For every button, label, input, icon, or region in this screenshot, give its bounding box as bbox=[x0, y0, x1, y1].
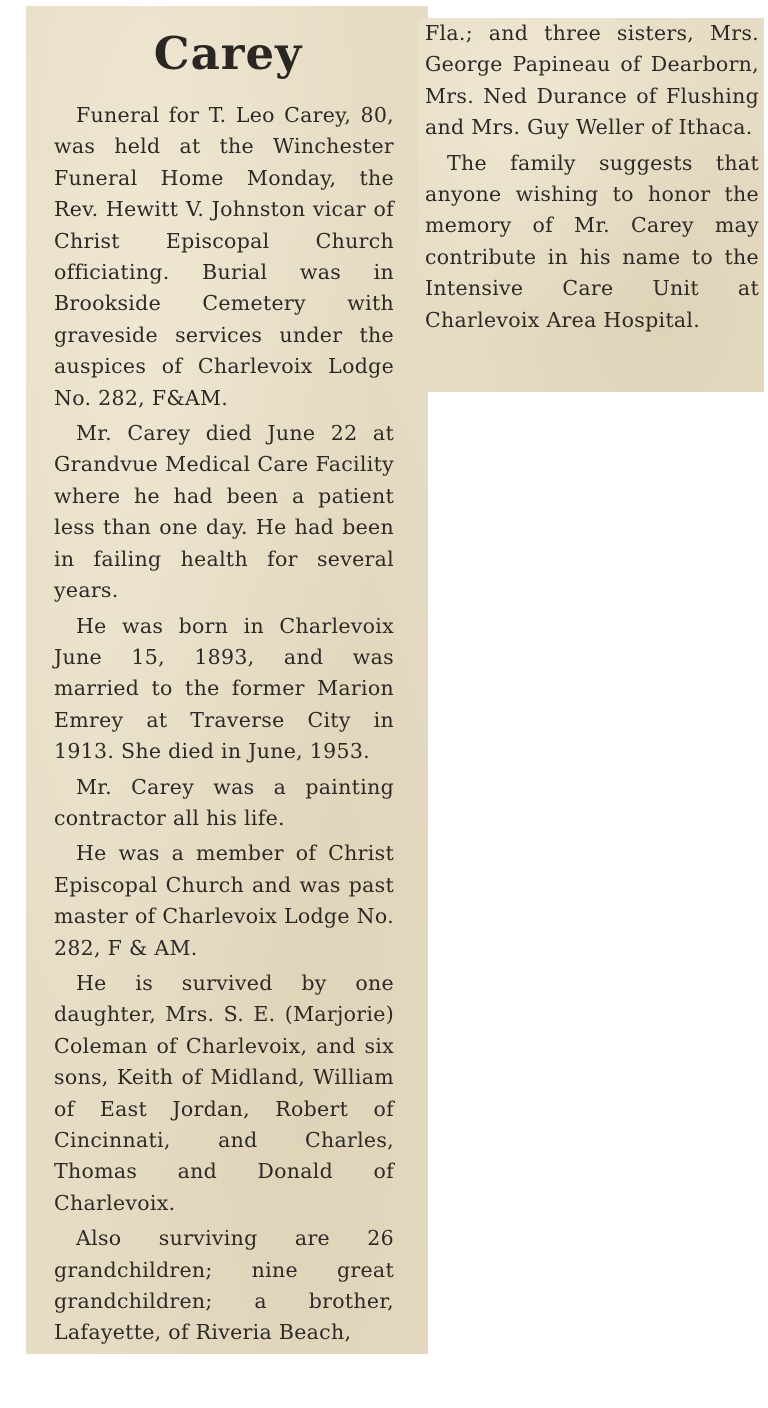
paragraph-sisters: Fla.; and three sisters, Mrs. George Papineau of Dearborn, Mrs. Ned Durance of Flushing and Mrs. Guy Weller of Ithaca. bbox=[425, 21, 759, 140]
left-text-column bbox=[54, 100, 394, 1353]
paragraph-memorial: The family suggests that anyone wishing to honor the memory of Mr. Carey may contribute in his name to the Intensive Care Unit at Charlevoix Area Hospital. bbox=[425, 150, 759, 332]
paragraph-survivors: He is survived by one daughter, Mrs. S. E. (Marjorie) Coleman of Charlevoix, and six sons, Keith of Midland, William of East Jordan, Robert of Cincinnati, and Charles, Thomas and Donald of Charlevoix. bbox=[54, 970, 394, 1215]
paragraph-also-surviving: Also surviving are 26 grandchildren; nine great grandchildren; a brother, Lafayette, of Riveria Beach, bbox=[54, 1226, 394, 1345]
right-text-column bbox=[425, 18, 759, 340]
obituary-headline: Carey bbox=[153, 27, 303, 80]
paragraph-birth: He was born in Charlevoix June 15, 1893, and was married to the former Marion Emrey at Traverse City in 1913. She died in June, 1953. bbox=[54, 613, 394, 764]
paragraph-death: Mr. Carey died June 22 at Grandvue Medical Care Facility where he had been a patient less than one day. He had been in failing health for several years. bbox=[54, 421, 394, 603]
paragraph-occupation: Mr. Carey was a painting contractor all his life. bbox=[54, 774, 394, 830]
paragraph-membership: He was a member of Christ Episcopal Church and was past master of Charlevoix Lodge No. 282, F & AM. bbox=[54, 841, 394, 960]
paragraph-funeral: Funeral for T. Leo Carey, 80, was held at the Winchester Funeral Home Monday, the Rev. Hewitt V. Johnston vicar of Christ Episcopal Church officiating. Burial was in Brookside Cemetery with graveside services under the auspices of Charlevoix Lodge No. 282, F&AM. bbox=[54, 103, 394, 410]
